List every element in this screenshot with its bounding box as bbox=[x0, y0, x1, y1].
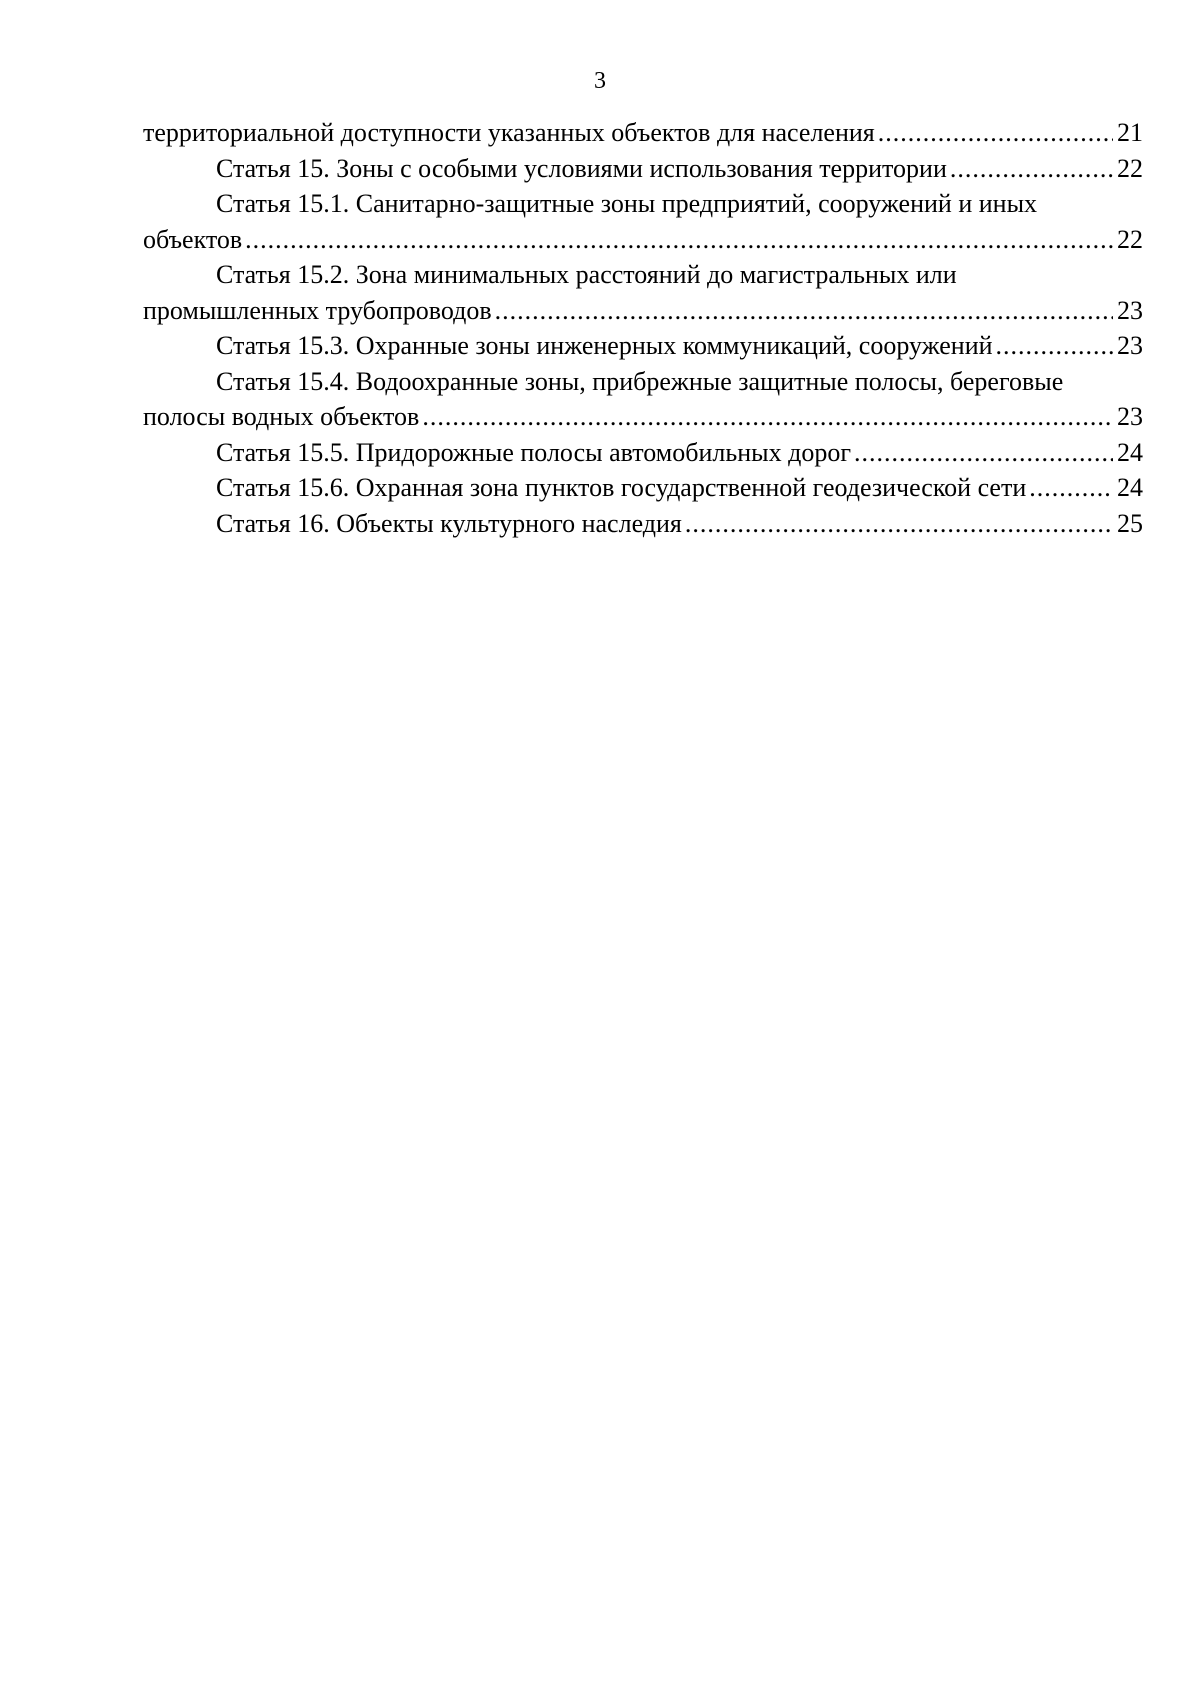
toc-entry-title: территориальной доступности указанных объектов для населения bbox=[143, 118, 875, 147]
toc-entry-line bbox=[143, 293, 1143, 329]
toc-entry-line bbox=[143, 151, 1143, 187]
toc-entry[interactable] bbox=[143, 115, 1143, 151]
toc-entry[interactable] bbox=[143, 470, 1143, 506]
toc-entry-line bbox=[143, 328, 1143, 364]
toc-leader-dots bbox=[685, 506, 1113, 542]
toc-page-number: 23 bbox=[1117, 331, 1143, 360]
toc-leader-dots bbox=[854, 435, 1113, 471]
toc-page-number: 24 bbox=[1117, 437, 1143, 467]
toc-page-number: 22 bbox=[1117, 224, 1143, 254]
table-of-contents bbox=[143, 115, 1143, 541]
toc-entry-title-first-line: Статья 15.2. Зона минимальных расстояний до магистральных или bbox=[216, 260, 957, 289]
toc-entry-line bbox=[143, 470, 1143, 506]
toc-page-number: 23 bbox=[1117, 402, 1143, 431]
toc-entry[interactable] bbox=[143, 151, 1143, 187]
toc-page-number: 23 bbox=[1117, 295, 1143, 325]
toc-leader-dots bbox=[996, 328, 1113, 364]
toc-entry[interactable] bbox=[143, 435, 1143, 471]
toc-page-number: 22 bbox=[1117, 153, 1143, 183]
toc-leader-dots bbox=[878, 115, 1113, 151]
page-number: 3 bbox=[594, 68, 606, 94]
toc-entry-title: Статья 16. Объекты культурного наследия bbox=[216, 508, 682, 538]
toc-page-number: 24 bbox=[1117, 473, 1143, 502]
toc-page-number: 21 bbox=[1117, 118, 1143, 147]
toc-entry-title-first-line: Статья 15.1. Санитарно-защитные зоны предприятий, сооружений и иных bbox=[216, 189, 1038, 218]
toc-entry-title: Статья 15.3. Охранные зоны инженерных коммуникаций, сооружений bbox=[216, 331, 993, 360]
toc-entry-line bbox=[143, 115, 1143, 151]
toc-entry[interactable] bbox=[143, 257, 1143, 328]
toc-leader-dots bbox=[495, 293, 1113, 329]
toc-entry-line bbox=[143, 222, 1143, 258]
toc-entry-line bbox=[143, 435, 1143, 471]
toc-entry-line bbox=[143, 399, 1143, 435]
toc-entry[interactable] bbox=[143, 506, 1143, 542]
toc-entry[interactable] bbox=[143, 364, 1143, 435]
toc-entry-title: Статья 15.5. Придорожные полосы автомобильных дорог bbox=[216, 437, 851, 467]
toc-leader-dots bbox=[1029, 470, 1113, 506]
toc-entry-title: промышленных трубопроводов bbox=[143, 295, 492, 325]
toc-entry[interactable] bbox=[143, 186, 1143, 257]
toc-entry-line bbox=[143, 506, 1143, 542]
toc-page-number: 25 bbox=[1117, 508, 1143, 538]
toc-entry-title: Статья 15. Зоны с особыми условиями использования территории bbox=[216, 153, 947, 183]
toc-entry[interactable] bbox=[143, 328, 1143, 364]
toc-entry-title: Статья 15.6. Охранная зона пунктов государственной геодезической сети bbox=[216, 473, 1027, 502]
toc-entry-title-first-line: Статья 15.4. Водоохранные зоны, прибрежные защитные полосы, береговые bbox=[216, 366, 1064, 396]
toc-leader-dots bbox=[950, 151, 1113, 187]
toc-leader-dots bbox=[422, 399, 1113, 435]
toc-entry-title: полосы водных объектов bbox=[143, 402, 420, 431]
toc-entry-title: объектов bbox=[143, 224, 243, 254]
toc-leader-dots bbox=[245, 222, 1113, 258]
